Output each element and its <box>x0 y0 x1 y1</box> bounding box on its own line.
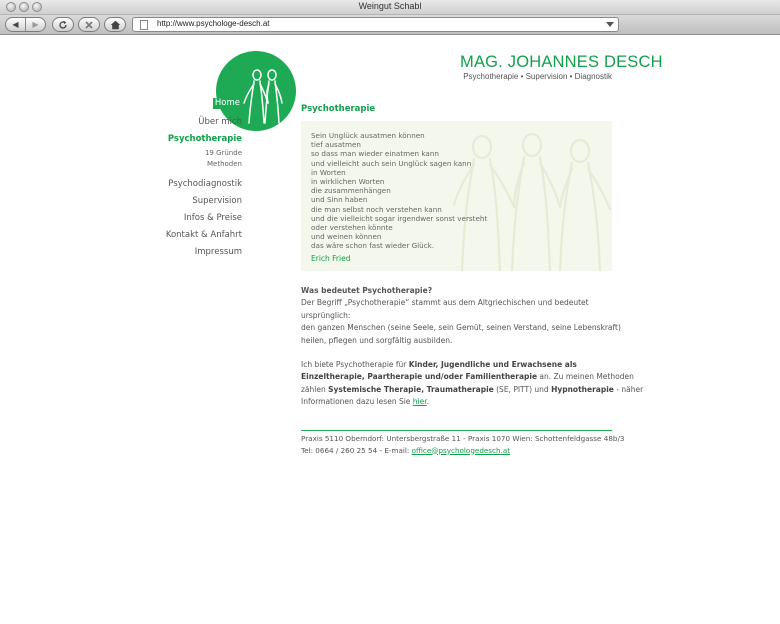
text-emphasis: Systemische Therapie, Traumatherapie <box>328 384 494 394</box>
history-nav <box>5 17 46 32</box>
address-bar[interactable] <box>132 17 619 32</box>
paragraph-line <box>301 396 621 408</box>
text-run: (SE, PITT) und <box>493 384 552 394</box>
poem-line: und die vielleicht sogar irgendwer sonst versteht <box>311 213 488 223</box>
poem-line: die zusammenhängen <box>311 186 391 196</box>
text-run: Informationen dazu lesen Sie <box>301 397 413 407</box>
poem-author: Erich Fried <box>311 254 351 263</box>
footer-address: Praxis 5110 Oberndorf: Untersbergstraße 11 - Praxis 1070 Wien: Schottenfeldgasse 48b/3 <box>301 434 625 443</box>
forward-arrow-icon[interactable]: ▶ <box>32 20 39 29</box>
text-run: - näher <box>613 384 644 394</box>
nav-item-supervision[interactable]: Supervision <box>192 196 242 206</box>
paragraph-line <box>301 359 621 371</box>
browser-toolbar <box>0 15 780 35</box>
poem-text <box>311 131 487 251</box>
nav-item-home[interactable]: Home <box>214 98 240 108</box>
stop-icon <box>84 20 94 30</box>
poem-line: in Worten <box>311 167 346 177</box>
poem-line: das wäre schon fast wieder Glück. <box>311 241 435 251</box>
footer-phone: Tel: 0664 / 260 25 54 - E-mail: <box>301 445 412 455</box>
main-content <box>301 285 644 409</box>
poem-line: oder verstehen könnte <box>311 223 393 233</box>
reload-button[interactable] <box>52 17 74 32</box>
footer <box>301 433 624 456</box>
poem-line: die man selbst noch verstehen kann <box>311 204 442 214</box>
nav-item-infos-preise[interactable]: Infos & Preise <box>183 213 242 223</box>
web-page <box>0 36 780 624</box>
nav-subitem-19-gruende[interactable]: 19 Gründe <box>204 149 242 157</box>
nav-item-ueber-mich[interactable]: Über mich <box>198 117 242 127</box>
main-navigation <box>130 97 242 261</box>
question-heading: Was bedeutet Psychotherapie? <box>301 286 433 295</box>
poem-line: Sein Unglück ausatmen können <box>311 131 425 140</box>
text-run: . <box>426 397 430 407</box>
hier-link[interactable]: hier <box>412 397 427 407</box>
stop-button[interactable] <box>78 17 100 32</box>
text-emphasis: Einzeltherapie, Paartherapie und/oder Familientherapie <box>301 372 538 382</box>
brand-name: MAG. JOHANNES DESCH <box>460 53 663 71</box>
reload-icon <box>58 20 68 30</box>
poem-line: und Sinn haben <box>311 195 368 205</box>
back-arrow-icon[interactable]: ◀ <box>12 20 19 29</box>
chevron-down-icon[interactable] <box>606 22 614 27</box>
paragraph-line: ursprünglich: <box>301 310 351 320</box>
text-run: Ich biete Psychotherapie für <box>301 360 409 370</box>
poem-box <box>301 121 612 271</box>
paragraph-line <box>301 371 634 383</box>
nav-item-psychotherapie[interactable]: Psychotherapie <box>167 134 242 144</box>
paragraph-line: Der Begriff „Psychotherapie“ stammt aus dem Altgriechischen und bedeutet <box>301 298 589 308</box>
poem-line: so dass man wieder einatmen kann <box>311 149 439 159</box>
text-run: zählen <box>301 384 329 394</box>
email-link[interactable]: office@psychologedesch.at <box>411 445 511 455</box>
home-icon <box>110 20 121 30</box>
home-button[interactable] <box>104 17 126 32</box>
brand-tagline: Psychotherapie • Supervision • Diagnostik <box>463 72 612 81</box>
nav-item-psychodiagnostik[interactable]: Psychodiagnostik <box>168 179 242 189</box>
paragraph-line <box>301 384 644 396</box>
url-text[interactable]: http://www.psychologe-desch.at <box>157 19 270 28</box>
poem-line: und weinen können <box>311 232 382 242</box>
nav-subitem-methoden[interactable]: Methoden <box>207 160 242 168</box>
text-run: an. Zu meinen Methoden <box>537 372 634 382</box>
window-title: Weingut Schabl <box>358 1 422 11</box>
poem-line: tief ausatmen <box>311 140 361 150</box>
window-titlebar <box>0 0 780 15</box>
poem-line: in wirklichen Worten <box>311 177 385 187</box>
nav-item-impressum[interactable]: Impressum <box>194 247 242 257</box>
page-icon <box>140 20 148 30</box>
footer-contact <box>301 445 624 457</box>
text-emphasis: Kinder, Jugendliche und Erwachsene als <box>408 360 577 370</box>
text-emphasis: Hypnotherapie <box>551 384 614 394</box>
spacer <box>301 347 621 359</box>
paragraph-line: heilen, pflegen und sorgfältig ausbilden. <box>301 335 453 345</box>
section-title: Psychotherapie <box>301 104 376 114</box>
paragraph-line: den ganzen Menschen (seine Seele, sein Gemüt, seinen Verstand, seine Lebenskraft) <box>301 323 621 333</box>
nav-item-kontakt-anfahrt[interactable]: Kontakt & Anfahrt <box>165 230 242 240</box>
footer-divider <box>301 430 612 431</box>
poem-line: und vielleicht auch sein Unglück sagen kann <box>311 158 472 168</box>
